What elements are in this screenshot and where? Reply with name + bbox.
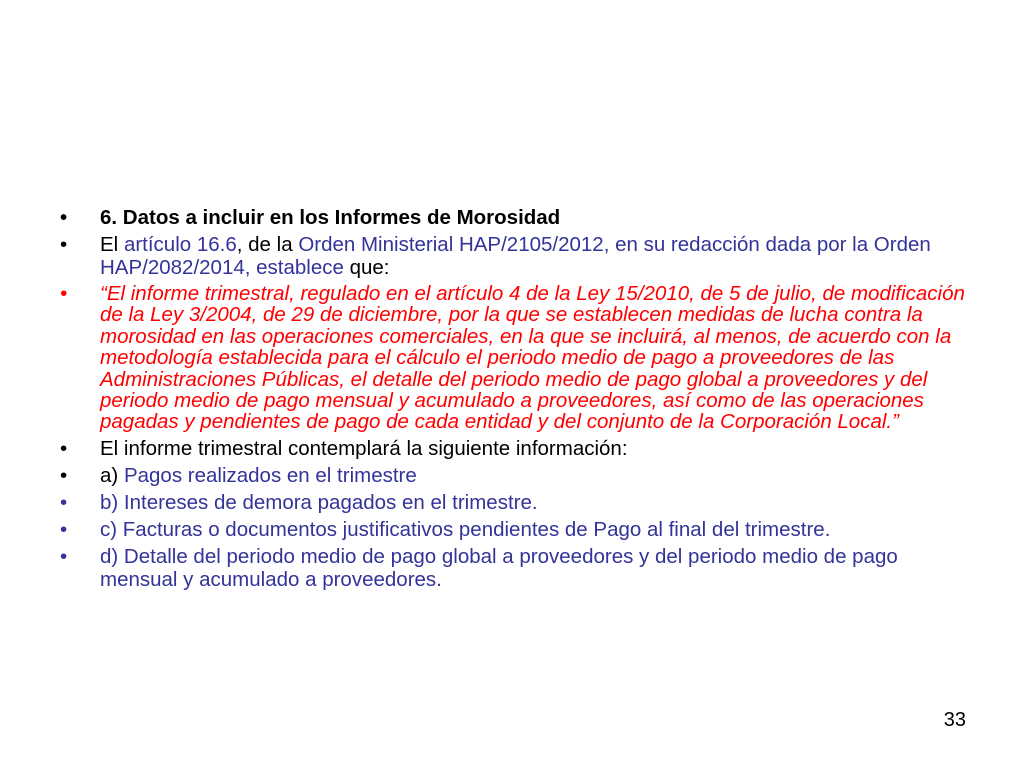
text-segment: que: <box>343 256 390 279</box>
article-number-text: artículo 16.6 <box>123 233 237 256</box>
bullet-marker: • <box>60 206 68 229</box>
section-heading-text: 6. Datos a incluir en los Informes de Morosidad <box>100 206 561 229</box>
bullet-item-b <box>60 491 980 514</box>
item-c-text: c) Facturas o documentos justificativos pendientes de Pago al final del trimestre. <box>100 517 831 541</box>
bullet-marker: • <box>60 436 68 460</box>
text-segment: , de la <box>236 233 299 256</box>
bullet-marker: • <box>60 233 68 256</box>
bullet-item-a <box>60 464 980 487</box>
order-reference-text: Orden Ministerial HAP/2105/2012, en su redacción dada por la Orden HAP/2082/2014, establece <box>100 233 931 279</box>
bullet-list <box>60 206 980 595</box>
item-a-text: Pagos realizados en el trimestre <box>123 463 417 487</box>
bullet-article-reference <box>60 233 980 279</box>
bullet-quoted-regulation <box>60 283 980 433</box>
bullet-marker: • <box>60 517 68 541</box>
bullet-marker: • <box>60 463 68 487</box>
bullet-section-heading <box>60 206 980 229</box>
quoted-regulation-text: “El informe trimestral, regulado en el artículo 4 de la Ley 15/2010, de 5 de julio, de modificación de la Ley 3/2004, de 29 de diciembre, por la que se establecen medidas de lucha contra la morosidad en las operaciones comerciales, en la que se incluirá, al menos, de acuerdo con la metodología establecida para el cálculo el periodo medio de pago a proveedores de las Administraciones Públicas, el detalle del periodo medio de pago global a proveedores y del periodo medio de pago mensual y acumulado a proveedores, así como de las operaciones pagadas y pendientes de pago de cada entidad y del conjunto de la Corporación Local.” <box>100 282 965 434</box>
bullet-marker: • <box>60 282 68 305</box>
bullet-item-d <box>60 545 980 591</box>
item-d-text: d) Detalle del periodo medio de pago global a proveedores y del periodo medio de pago mensual y acumulado a proveedores. <box>100 544 898 591</box>
text-segment: El <box>100 233 124 256</box>
report-contents-intro-text: El informe trimestral contemplará la siguiente información: <box>100 436 628 460</box>
bullet-marker: • <box>60 544 68 568</box>
item-a-prefix: a) <box>100 463 124 487</box>
bullet-report-contents-intro <box>60 437 980 460</box>
page-number: 33 <box>943 709 966 731</box>
item-b-text: b) Intereses de demora pagados en el trimestre. <box>100 490 538 514</box>
bullet-marker: • <box>60 490 68 514</box>
bullet-item-c <box>60 518 980 541</box>
